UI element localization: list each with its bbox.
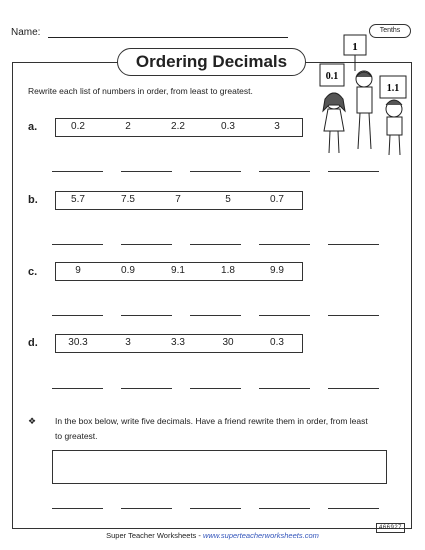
number: 0.2 (71, 121, 85, 132)
answer-line[interactable] (190, 508, 241, 509)
bonus-instructions: In the box below, write five decimals. Have a friend rewrite them in order, from least to greatest. (55, 416, 368, 441)
sign-zero-point-one: 0.1 (325, 71, 339, 82)
number: 3.3 (171, 337, 185, 348)
problem-b-number-box (55, 191, 303, 210)
number: 3 (125, 337, 131, 348)
answer-line[interactable] (121, 244, 172, 245)
sign-one: 1 (352, 41, 358, 53)
bullet-icon: ❖ (28, 416, 37, 426)
number: 5.7 (71, 194, 85, 205)
problem-c-number-box (55, 262, 303, 281)
answer-line[interactable] (52, 388, 103, 389)
footer-brand: Super Teacher Worksheets (106, 531, 197, 540)
answer-line[interactable] (328, 244, 379, 245)
problem-a-number-box (55, 118, 303, 137)
instructions: Rewrite each list of numbers in order, from least to greatest. (28, 86, 253, 96)
answer-line[interactable] (121, 315, 172, 316)
name-label: Name: (11, 27, 41, 38)
answer-line[interactable] (328, 315, 379, 316)
number: 7 (175, 194, 181, 205)
number: 2.2 (171, 121, 185, 132)
bonus-write-box[interactable] (52, 450, 387, 484)
number: 9 (75, 265, 81, 276)
page-title: Ordering Decimals (117, 48, 306, 76)
answer-line[interactable] (259, 388, 310, 389)
answer-line[interactable] (259, 171, 310, 172)
kids-holding-signs-illustration (318, 31, 414, 161)
number: 0.3 (270, 337, 284, 348)
problem-a-letter: a. (28, 121, 38, 133)
answer-line[interactable] (52, 244, 103, 245)
number: 5 (225, 194, 231, 205)
problem-b-letter: b. (28, 194, 38, 206)
answer-line[interactable] (190, 171, 241, 172)
answer-line[interactable] (121, 388, 172, 389)
answer-line[interactable] (52, 315, 103, 316)
answer-line[interactable] (121, 171, 172, 172)
number: 3 (274, 121, 280, 132)
number: 30.3 (68, 337, 88, 348)
answer-line[interactable] (328, 171, 379, 172)
answer-line[interactable] (52, 508, 103, 509)
problem-c-letter: c. (28, 266, 38, 278)
answer-line[interactable] (190, 388, 241, 389)
number: 0.3 (221, 121, 235, 132)
topic-badge: Tenths (369, 24, 411, 38)
number: 30 (222, 337, 234, 348)
footer (0, 531, 425, 540)
name-field[interactable] (48, 37, 288, 38)
sign-one-point-one: 1.1 (386, 83, 400, 94)
answer-line[interactable] (190, 244, 241, 245)
number: 9.9 (270, 265, 284, 276)
answer-line[interactable] (328, 508, 379, 509)
number: 1.8 (221, 265, 235, 276)
answer-line[interactable] (190, 315, 241, 316)
answer-line[interactable] (328, 388, 379, 389)
problem-d-letter: d. (28, 337, 38, 349)
answer-line[interactable] (259, 315, 310, 316)
number: 0.9 (121, 265, 135, 276)
answer-line[interactable] (52, 171, 103, 172)
number: 2 (125, 121, 131, 132)
number: 9.1 (171, 265, 185, 276)
answer-line[interactable] (259, 508, 310, 509)
number: 0.7 (270, 194, 284, 205)
footer-separator: - (196, 531, 203, 540)
number: 7.5 (121, 194, 135, 205)
footer-url-link[interactable]: www.superteacherworksheets.com (202, 531, 319, 540)
worksheet-code: 466927 (376, 523, 405, 533)
answer-line[interactable] (121, 508, 172, 509)
problem-d-number-box (55, 334, 303, 353)
answer-line[interactable] (259, 244, 310, 245)
